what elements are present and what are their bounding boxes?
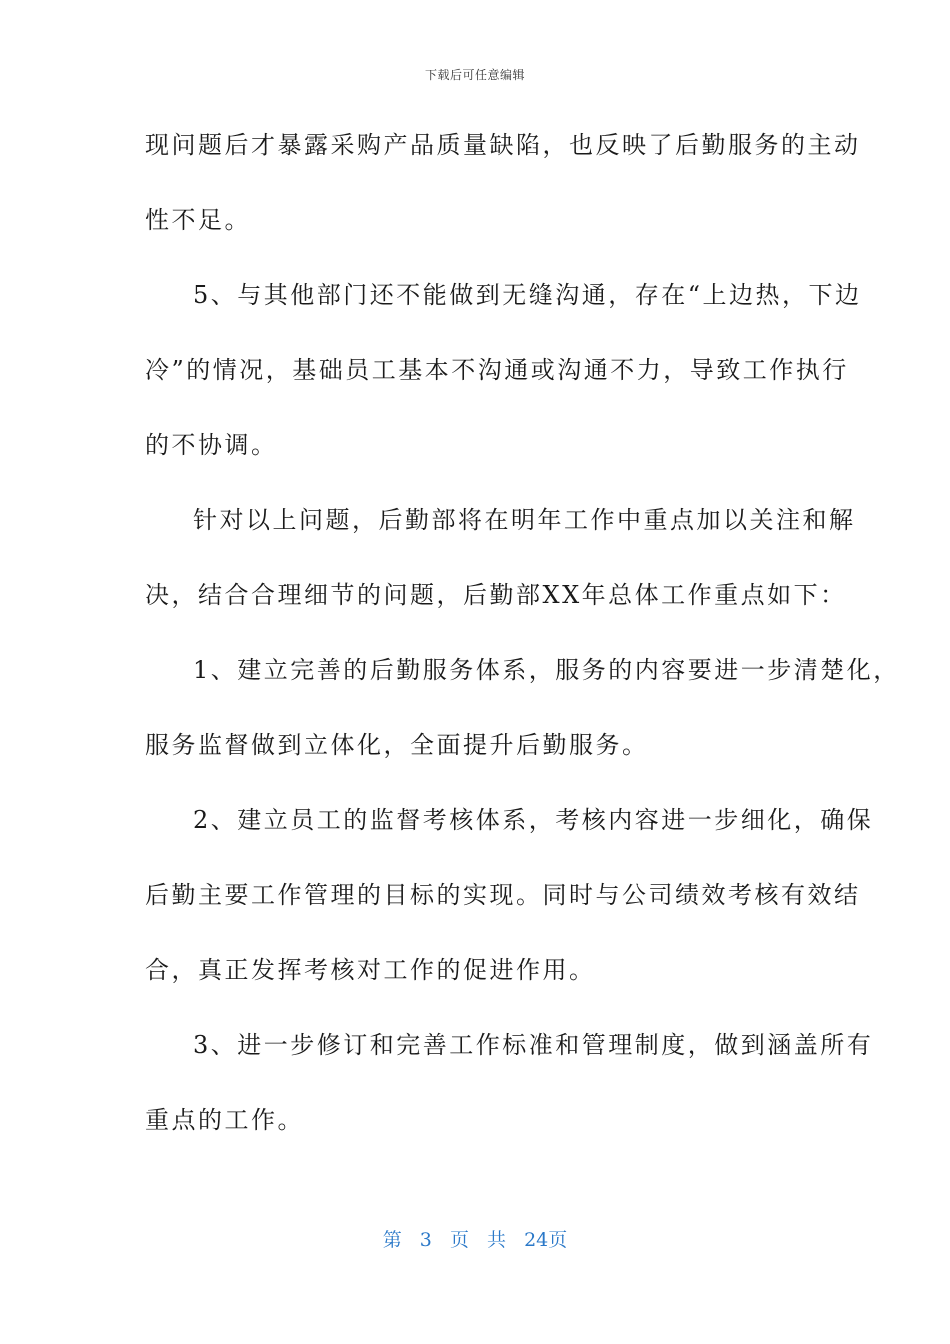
document-body <box>145 108 900 1158</box>
page-header: 下载后可任意编辑 <box>424 68 525 82</box>
text-line: 冷”的情况，基础员工基本不沟通或沟通不力，导致工作执行 <box>145 356 849 384</box>
footer-label-gong: 共 <box>487 1229 507 1251</box>
text-line: 重点的工作。 <box>145 1106 304 1134</box>
footer-page-total: 24页 <box>524 1229 568 1251</box>
text-line: 现问题后才暴露采购产品质量缺陷，也反映了后勤服务的主动 <box>145 131 861 159</box>
page-footer <box>0 1225 950 1252</box>
footer-page-current: 3 <box>419 1229 432 1251</box>
text-line: 5、与其他部门还不能做到无缝沟通，存在“上边热，下边 <box>193 281 862 309</box>
footer-label-di: 第 <box>382 1229 402 1251</box>
text-line: 3、进一步修订和完善工作标准和管理制度，做到涵盖所有 <box>193 1031 874 1059</box>
text-line: 性不足。 <box>145 206 251 234</box>
text-line: 服务监督做到立体化，全面提升后勤服务。 <box>145 731 649 759</box>
text-line: 2、建立员工的监督考核体系，考核内容进一步细化，确保 <box>193 806 874 834</box>
text-line: 合，真正发挥考核对工作的促进作用。 <box>145 956 596 984</box>
footer-label-ye: 页 <box>449 1229 469 1251</box>
text-line: 后勤主要工作管理的目标的实现。同时与公司绩效考核有效结 <box>145 881 861 909</box>
text-line: 1、建立完善的后勤服务体系，服务的内容要进一步清楚化， <box>193 656 900 684</box>
text-line: 的不协调。 <box>145 431 278 459</box>
text-line: 针对以上问题，后勤部将在明年工作中重点加以关注和解 <box>193 506 856 534</box>
text-line: 决，结合合理细节的问题，后勤部XX年总体工作重点如下： <box>145 581 847 609</box>
